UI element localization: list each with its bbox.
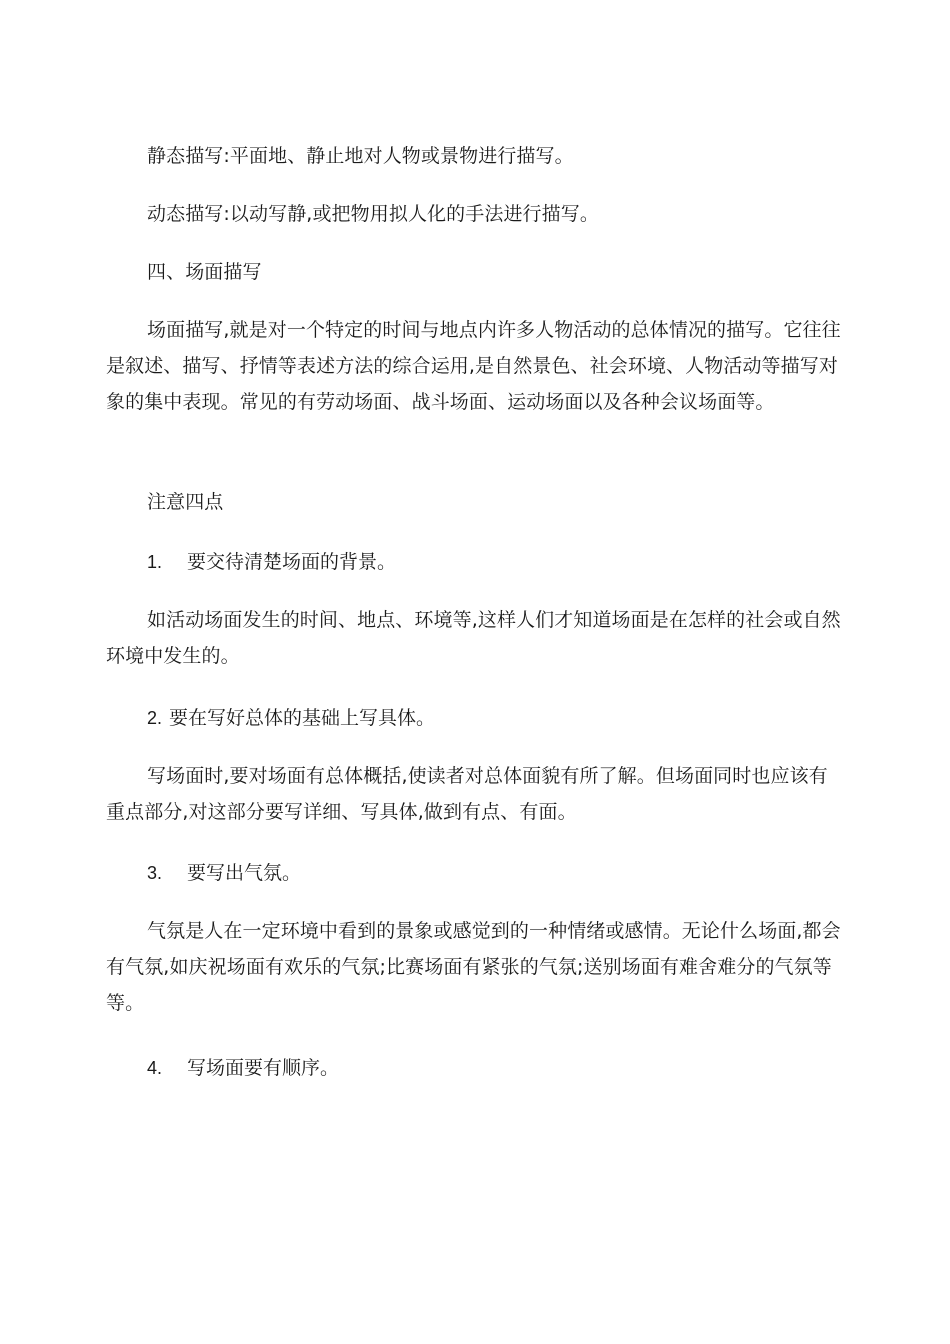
list-item-number: 2. (147, 708, 163, 728)
subheading-four-points: 注意四点 (147, 491, 224, 513)
list-item-text: 要交待清楚场面的背景。 (187, 551, 397, 573)
paragraph-dynamic-description: 动态描写:以动写静,或把物用拟人化的手法进行描写。 (147, 203, 599, 225)
list-item-number: 3. (147, 863, 163, 883)
paragraph-atmosphere-detail: 气氛是人在一定环境中看到的景象或感觉到的一种情绪或感情。无论什么场面,都会有气氛,如庆祝场面有欢乐的气氛;比赛场面有紧张的气氛;送别场面有难舍难分的气氛等等。 (106, 920, 841, 1014)
list-item-3 (147, 855, 301, 891)
list-item-number: 4. (147, 1058, 163, 1078)
list-item-text: 要写出气氛。 (187, 862, 302, 884)
section-heading-scene-description: 四、场面描写 (147, 261, 262, 283)
list-item-text: 写场面要有顺序。 (187, 1057, 340, 1079)
list-item-1 (147, 544, 396, 580)
paragraph-scene-definition: 场面描写,就是对一个特定的时间与地点内许多人物活动的总体情况的描写。它往往是叙述、描写、抒情等表述方法的综合运用,是自然景色、社会环境、人物活动等描写对象的集中表现。常见的有劳动场面、战斗场面、运动场面以及各种会议场面等。 (106, 319, 841, 413)
list-item-number: 1. (147, 552, 163, 572)
paragraph-overview-detail: 写场面时,要对场面有总体概括,使读者对总体面貌有所了解。但场面同时也应该有重点部分,对这部分要写详细、写具体,做到有点、有面。 (106, 765, 828, 823)
paragraph-static-description: 静态描写:平面地、静止地对人物或景物进行描写。 (147, 145, 574, 167)
list-item-2 (147, 700, 435, 736)
list-item-text: 要在写好总体的基础上写具体。 (169, 707, 436, 729)
list-item-4 (147, 1050, 339, 1086)
paragraph-background-detail: 如活动场面发生的时间、地点、环境等,这样人们才知道场面是在怎样的社会或自然环境中发生的。 (106, 609, 841, 667)
